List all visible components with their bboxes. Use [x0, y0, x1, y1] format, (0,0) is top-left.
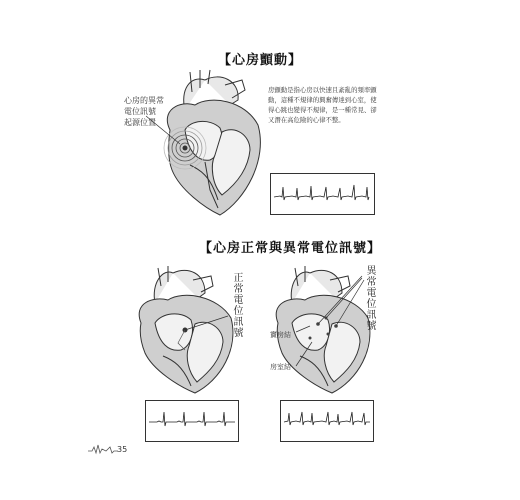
afib-description: 房顫動是指心房以快速且紊亂的頻率顫 動，這種不規律的興奮傳達到心室，使 得心跳也變得不規律，是一種常見、卻 又潛在高危險的心律不整。	[268, 86, 377, 124]
ecg-trace-normal	[145, 400, 239, 442]
sa-node-label: 竇房結	[270, 331, 291, 339]
heart-illustration-normal	[133, 268, 243, 398]
ecg-trace-abnormal	[280, 400, 374, 442]
ecg-trace-afib	[270, 173, 375, 215]
heart-illustration-afib	[150, 70, 270, 220]
abnormal-signal-label: 異常電位訊號	[364, 265, 375, 331]
av-node-label: 房室結	[270, 363, 291, 371]
origin-label: 心房的異常 電位訊號 起源位置	[124, 96, 164, 127]
ecg-wave-ornament-icon	[88, 441, 118, 457]
section1-title: 【心房顫動】	[218, 53, 303, 68]
normal-signal-label: 正常電位訊號	[231, 272, 242, 338]
page-number: 35	[117, 445, 128, 454]
section2-title: 【心房正常與異常電位訊號】	[199, 241, 382, 256]
